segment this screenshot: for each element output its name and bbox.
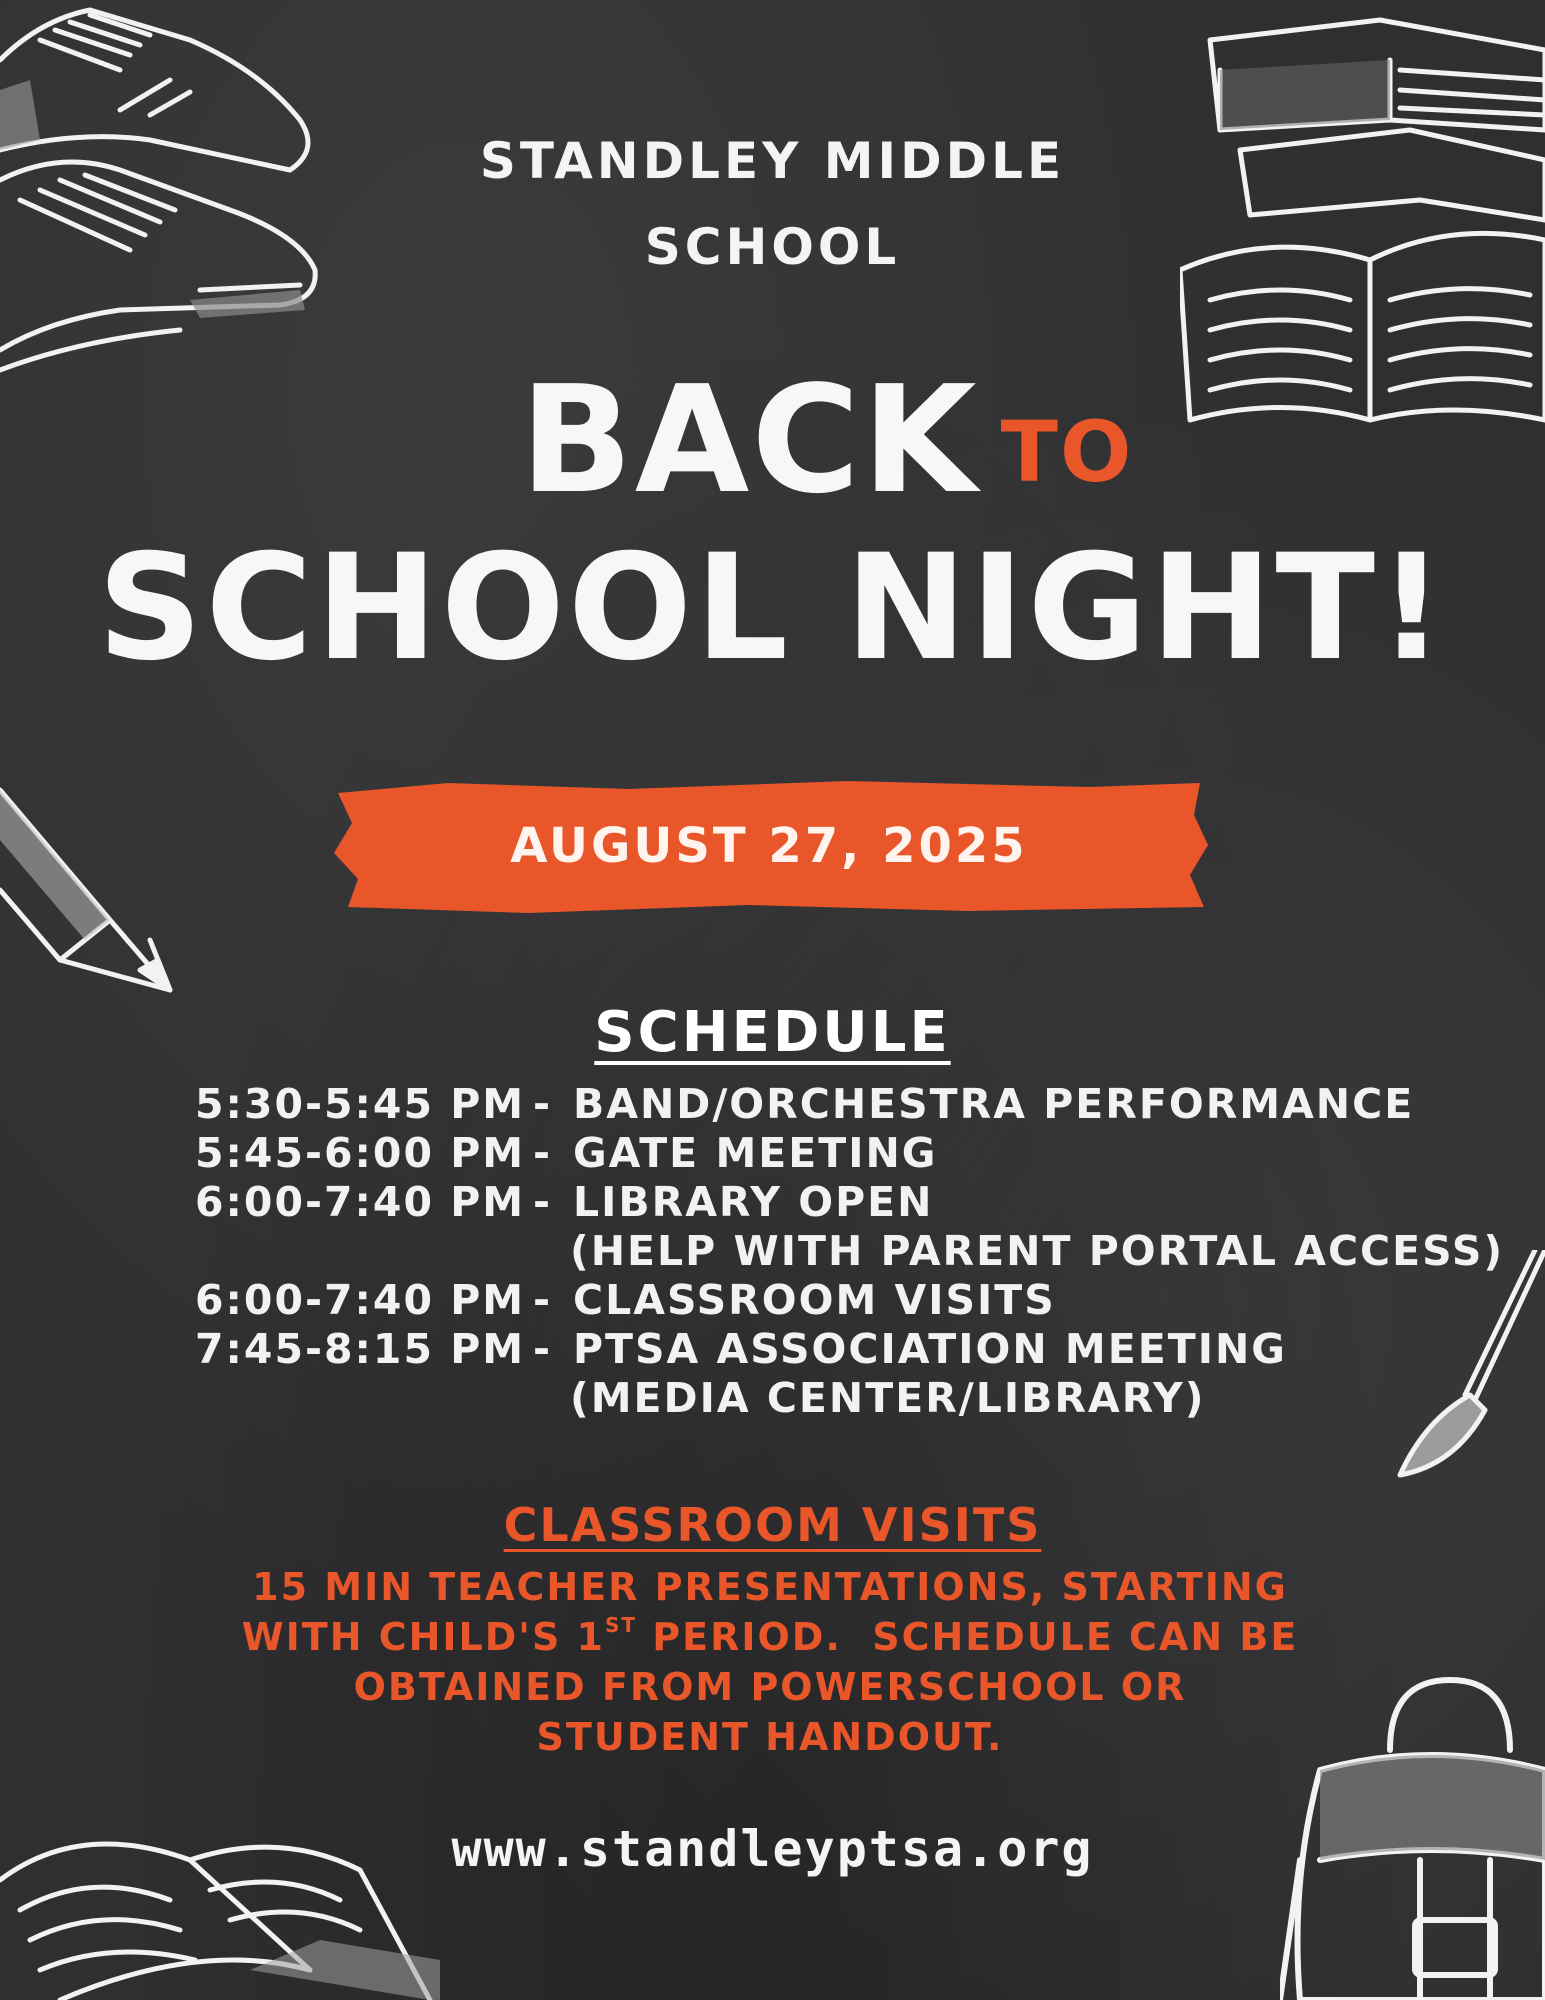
school-name-line-1: STANDLEY MIDDLE <box>479 132 1066 190</box>
title-to: TO <box>1000 402 1134 501</box>
schedule-heading: SCHEDULE <box>594 1000 951 1065</box>
event-date: AUGUST 27, 2025 <box>510 818 1028 874</box>
classroom-visits-heading: CLASSROOM VISITS <box>503 1498 1042 1552</box>
pencil-icon <box>0 770 180 1000</box>
classroom-visits-body: 15 MIN TEACHER PRESENTATIONS, STARTING WITH CHILD'S 1ST PERIOD. SCHEDULE CAN BE OBTAINED FROM POWERSCHOOL OR STUDENT HANDOUT. <box>241 1565 1299 1759</box>
schedule-item-note: (MEDIA CENTER/LIBRARY) <box>570 1374 1206 1422</box>
website-url: www.standleyptsa.org <box>451 1820 1094 1878</box>
title-school-night: SCHOOL NIGHT! <box>97 523 1448 693</box>
schedule-item: 6:00-7:40 PM - LIBRARY OPEN <box>195 1178 934 1226</box>
school-name-line-2: SCHOOL <box>644 218 901 276</box>
schedule-item: 6:00-7:40 PM - CLASSROOM VISITS <box>195 1276 1056 1324</box>
schedule-list <box>195 1080 1505 1423</box>
title-back: BACK <box>520 354 979 526</box>
schedule-item: 5:45-6:00 PM - GATE MEETING <box>195 1129 938 1177</box>
schedule-item-note: (HELP WITH PARENT PORTAL ACCESS) <box>570 1227 1505 1275</box>
title-back-to <box>520 354 1134 532</box>
schedule-item: 7:45-8:15 PM - PTSA ASSOCIATION MEETING <box>195 1325 1287 1373</box>
schedule-item: 5:30-5:45 PM - BAND/ORCHESTRA PERFORMANCE <box>195 1080 1415 1128</box>
school-name <box>0 118 1545 290</box>
